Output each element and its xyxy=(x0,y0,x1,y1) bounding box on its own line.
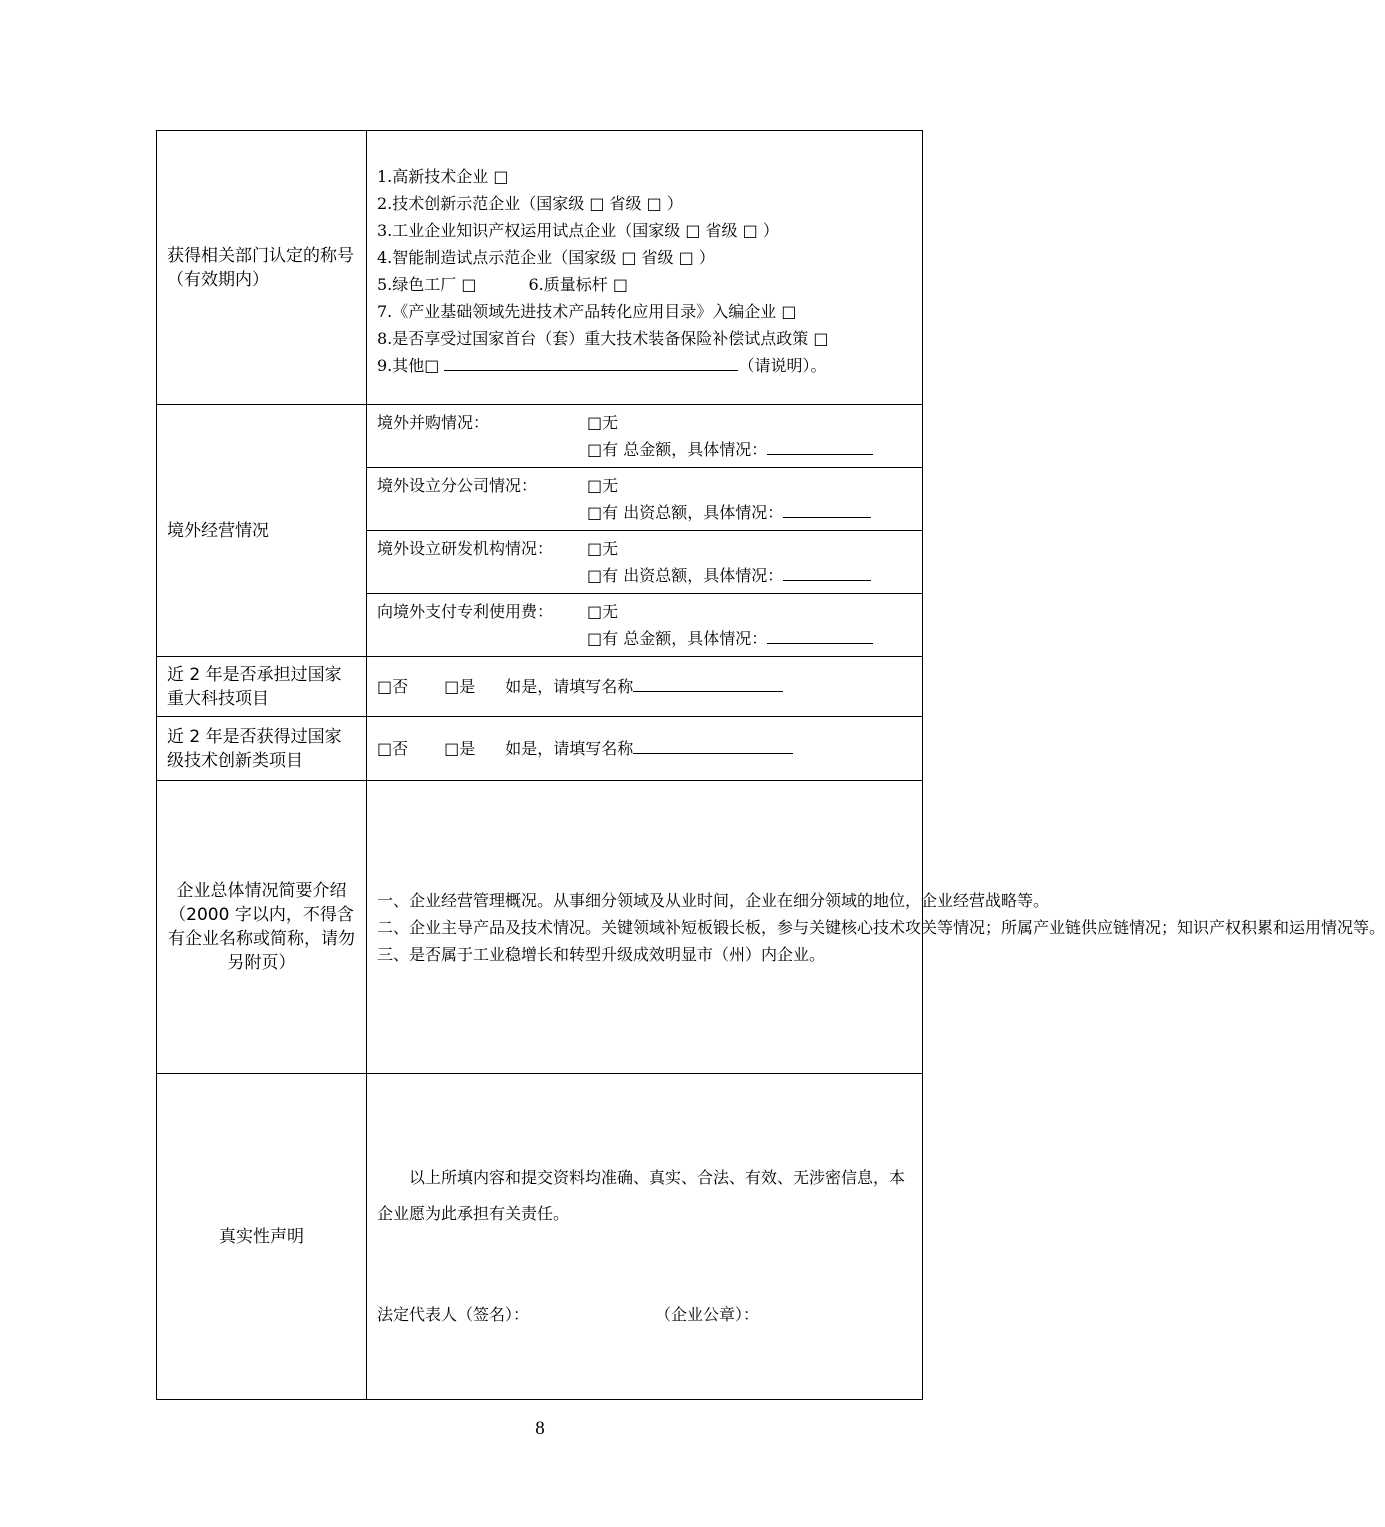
company-intro-row xyxy=(157,781,923,1074)
name-prompt: 如是，请填写名称 xyxy=(505,677,634,696)
name-input-line[interactable] xyxy=(633,735,793,754)
innovation-project-options xyxy=(367,717,923,781)
overseas-row xyxy=(157,405,923,657)
major-project-label: 近 2 年是否承担过国家重大科技项目 xyxy=(157,657,367,717)
honor-item[interactable]: 1.高新技术企业 □ xyxy=(377,166,509,186)
option-yes[interactable]: □有 总金额，具体情况： xyxy=(587,629,768,648)
honors-label: 获得相关部门认定的称号（有效期内） xyxy=(157,131,367,405)
detail-input-line[interactable] xyxy=(783,499,871,518)
name-prompt: 如是，请填写名称 xyxy=(505,739,634,758)
option-no[interactable]: □否 xyxy=(377,677,409,696)
honor-item[interactable]: 6.质量标杆 □ xyxy=(528,274,628,294)
overseas-item xyxy=(367,594,922,656)
page-number: 8 xyxy=(535,1418,545,1439)
overseas-cell xyxy=(367,405,923,657)
overseas-label: 境外经营情况 xyxy=(157,405,367,657)
honor-item-other xyxy=(377,352,914,379)
honor-item[interactable]: 5.绿色工厂 □ xyxy=(377,274,477,294)
company-seal[interactable]: （企业公章）： xyxy=(655,1305,760,1324)
overseas-item xyxy=(367,468,922,531)
option-none[interactable]: □无 xyxy=(587,413,619,432)
honor-note: （请说明）。 xyxy=(738,355,827,375)
declaration-text: 以上所填内容和提交资料均准确、真实、合法、有效、无涉密信息，本企业愿为此承担有关责任。 xyxy=(377,1168,906,1223)
honor-item[interactable]: 9.其他□ xyxy=(377,355,440,375)
overseas-item xyxy=(367,405,922,468)
intro-guideline: 三、是否属于工业稳增长和转型升级成效明显市（州）内企业。 xyxy=(377,944,826,964)
intro-guideline: 一、企业经营管理概况。从事细分领域及从业时间，企业在细分领域的地位，企业经营战略等。 xyxy=(377,890,1050,910)
option-yes[interactable]: □有 出资总额，具体情况： xyxy=(587,503,784,522)
company-intro-guidance[interactable] xyxy=(367,781,1385,1074)
overseas-list xyxy=(367,405,922,656)
honors-row xyxy=(157,131,923,405)
honors-list xyxy=(367,131,923,405)
option-none[interactable]: □无 xyxy=(587,476,619,495)
innovation-project-row xyxy=(157,717,923,781)
company-intro-label: 企业总体情况简要介绍（2000 字以内，不得含有企业名称或简称，请勿另附页） xyxy=(157,781,367,1074)
signature-line xyxy=(377,1302,914,1325)
major-project-row xyxy=(157,657,923,717)
major-project-options xyxy=(367,657,923,717)
innovation-project-label: 近 2 年是否获得过国家级技术创新类项目 xyxy=(157,717,367,781)
option-yes[interactable]: □是 xyxy=(444,677,476,696)
declaration-row xyxy=(157,1074,923,1400)
option-yes[interactable]: □有 出资总额，具体情况： xyxy=(587,566,784,585)
overseas-item-label: 向境外支付专利使用费： xyxy=(377,602,554,621)
honor-item[interactable]: 2.技术创新示范企业（国家级 □ 省级 □ ） xyxy=(377,193,683,213)
legal-rep-signature[interactable]: 法定代表人（签名）： xyxy=(377,1305,530,1324)
option-yes[interactable]: □是 xyxy=(444,739,476,758)
declaration-label: 真实性声明 xyxy=(157,1074,367,1400)
other-input-line[interactable] xyxy=(444,352,738,371)
honor-item[interactable]: 4.智能制造试点示范企业（国家级 □ 省级 □ ） xyxy=(377,247,715,267)
honor-item[interactable]: 3.工业企业知识产权运用试点企业（国家级 □ 省级 □ ） xyxy=(377,220,779,240)
detail-input-line[interactable] xyxy=(767,625,873,644)
detail-input-line[interactable] xyxy=(767,436,873,455)
option-none[interactable]: □无 xyxy=(587,602,619,621)
detail-input-line[interactable] xyxy=(783,562,871,581)
honor-item-pair xyxy=(377,271,914,298)
overseas-item xyxy=(367,531,922,594)
overseas-item-label: 境外并购情况： xyxy=(377,413,490,432)
name-input-line[interactable] xyxy=(633,673,783,692)
option-none[interactable]: □无 xyxy=(587,539,619,558)
option-yes[interactable]: □有 总金额，具体情况： xyxy=(587,440,768,459)
option-no[interactable]: □否 xyxy=(377,739,409,758)
overseas-item-label: 境外设立研发机构情况： xyxy=(377,539,554,558)
intro-guideline: 二、企业主导产品及技术情况。关键领域补短板锻长板，参与关键核心技术攻关等情况；所属产业链供应链情况；知识产权积累和运用情况等。 xyxy=(377,917,1385,937)
honor-item[interactable]: 7.《产业基础领域先进技术产品转化应用目录》入编企业 □ xyxy=(377,301,797,321)
honor-item[interactable]: 8.是否享受过国家首台（套）重大技术装备保险补偿试点政策 □ xyxy=(377,328,829,348)
declaration-cell xyxy=(367,1074,923,1400)
overseas-item-label: 境外设立分公司情况： xyxy=(377,476,538,495)
application-form-table xyxy=(156,130,1385,1400)
